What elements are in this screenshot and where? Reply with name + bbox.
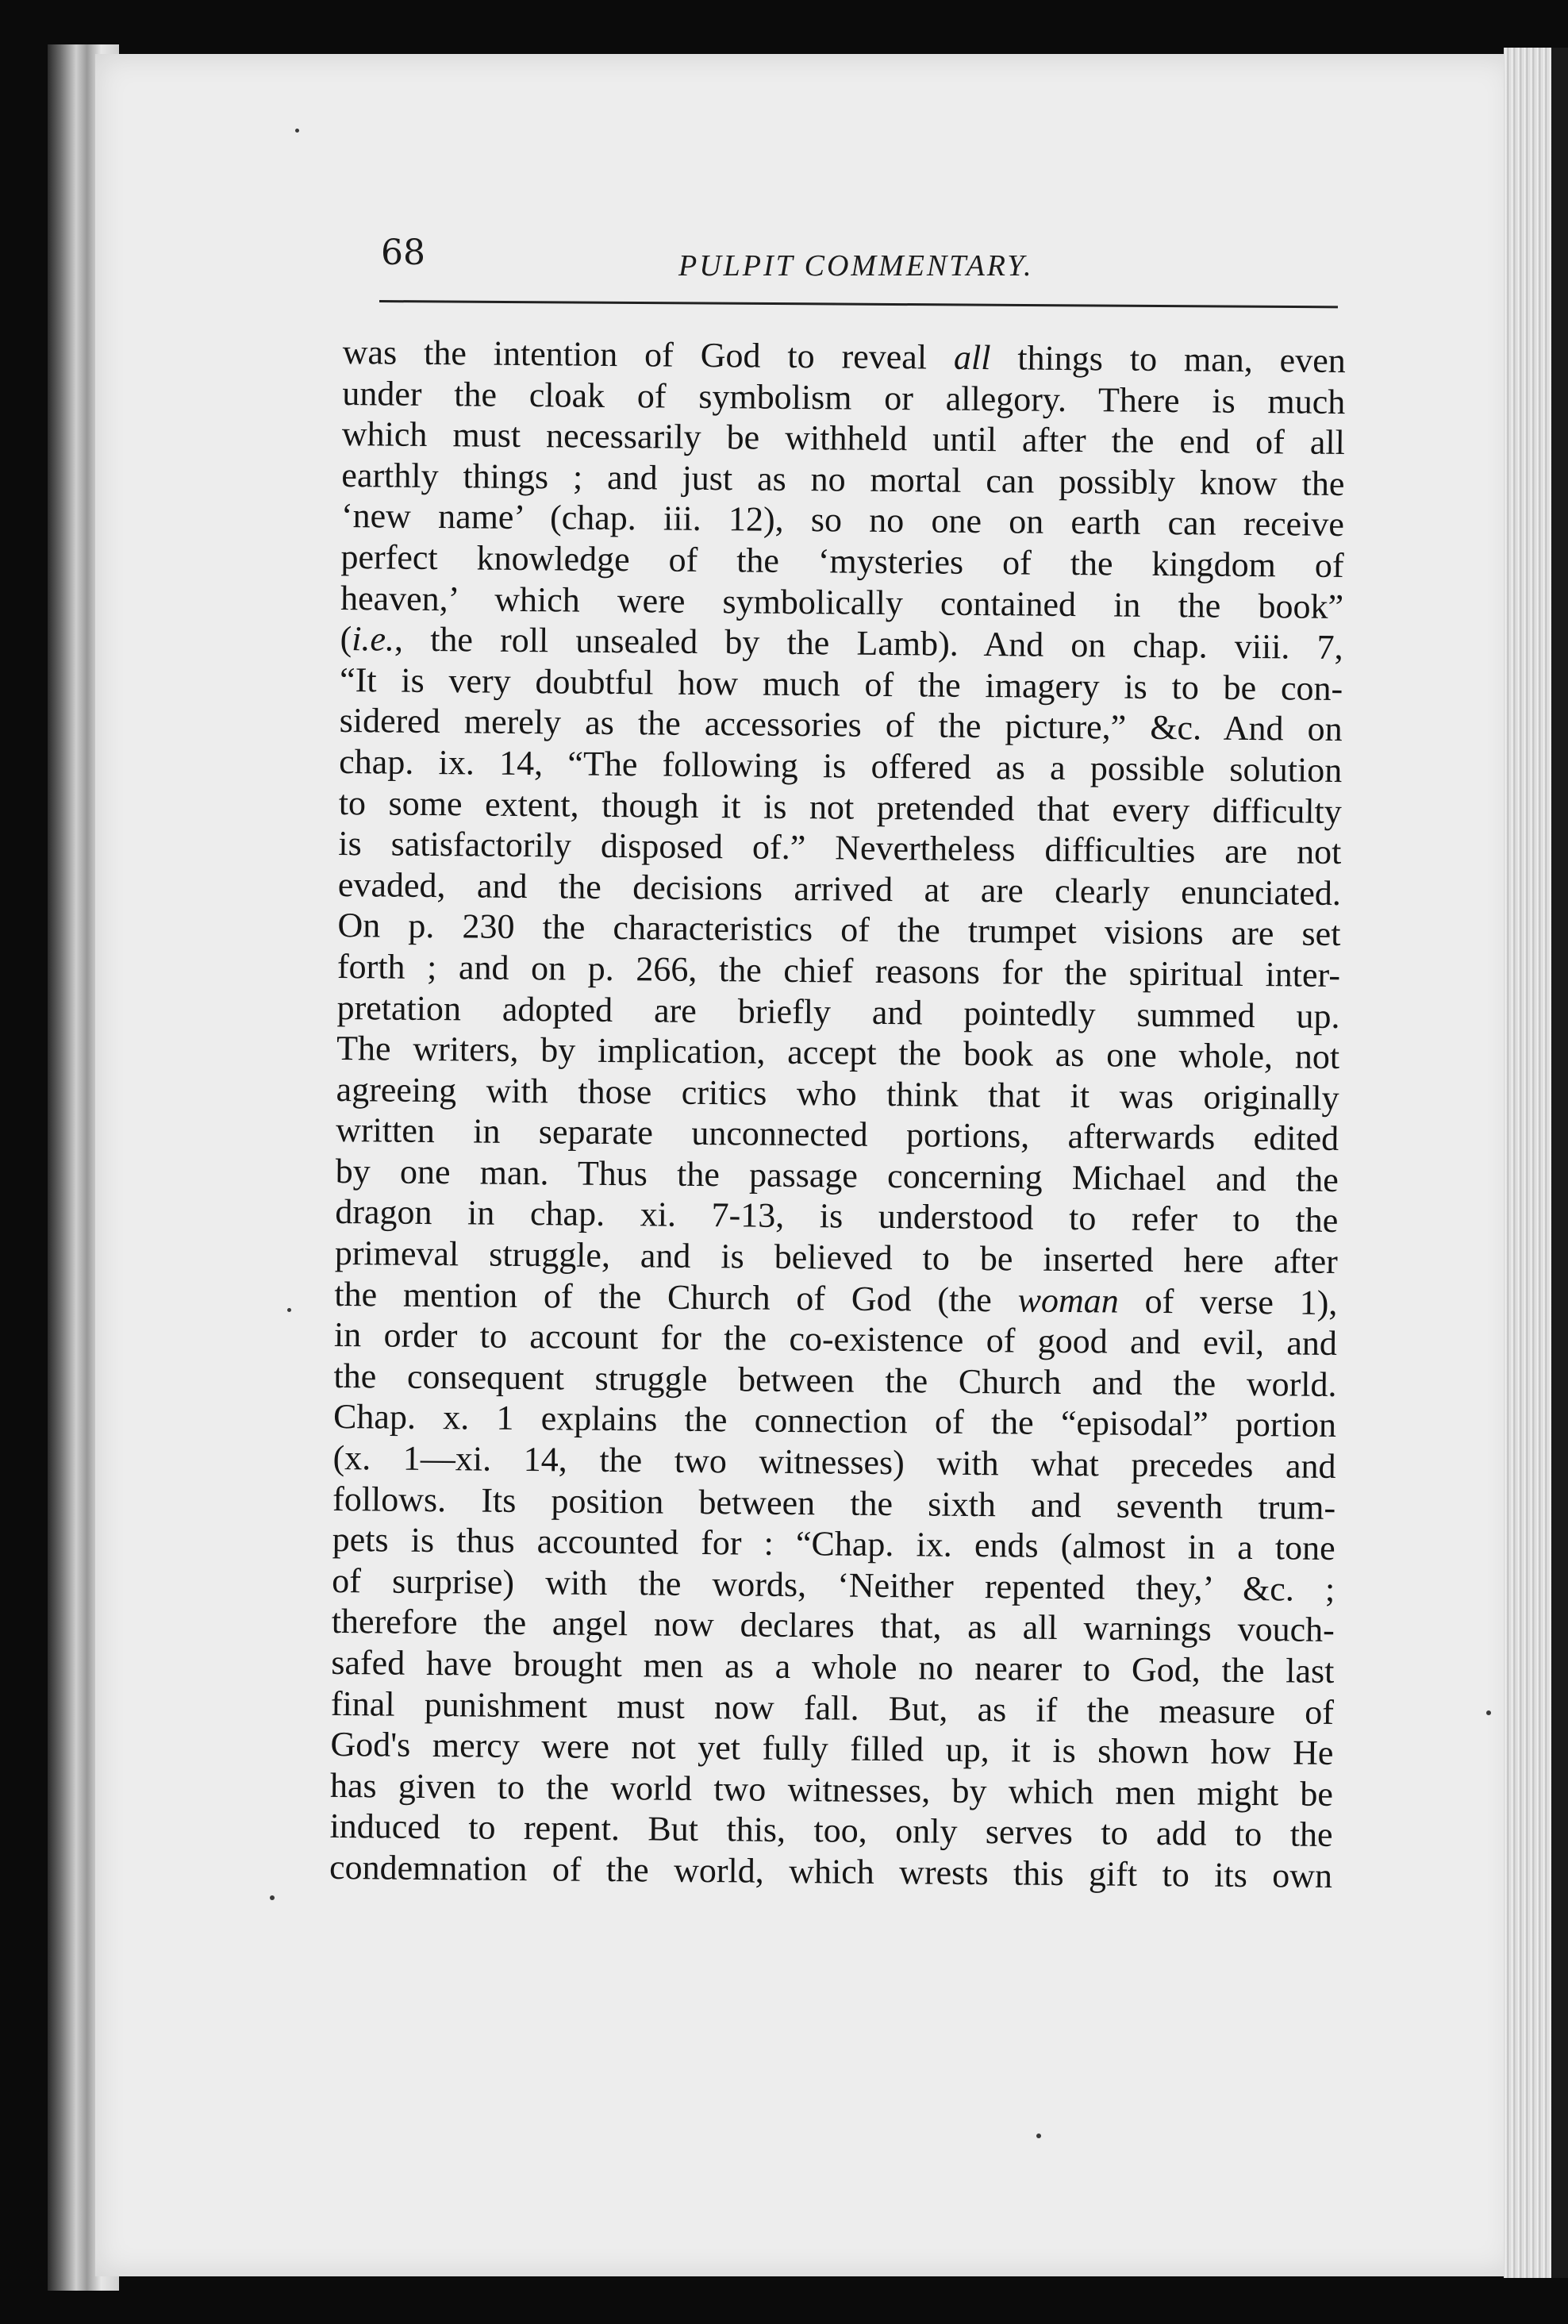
text-line: (x. 1—xi. 14, the two witnesses) with what precedes and	[332, 1437, 1336, 1487]
text-line: follows. Its position between the sixth and seventh trum-	[332, 1479, 1336, 1527]
text-line: God's mercy were not yet fully filled up, it is shown how He	[330, 1725, 1334, 1773]
text-line: chap. ix. 14, “The following is offered as a possible solution	[339, 741, 1343, 790]
scan-border	[1551, 48, 1568, 2278]
text-line: agreeing with those critics who think that it was originally	[336, 1069, 1339, 1118]
text-line: ‘new name’ (chap. iii. 12), so no one on earth can receive	[340, 496, 1345, 544]
paper-speck	[1036, 2134, 1041, 2138]
text-line: the mention of the Church of God (the woman of verse 1),	[334, 1274, 1338, 1322]
text-line: safed have brought men as a whole no nearer to God, the last	[331, 1642, 1335, 1691]
text-line: perfect knowledge of the ‘mysteries of the kingdom of	[340, 537, 1344, 585]
text-line: Chap. x. 1 explains the connection of the “episodal” portion	[332, 1397, 1337, 1445]
text-line: the consequent struggle between the Church and the world.	[333, 1356, 1337, 1404]
text-line: pretation adopted are briefly and pointedly summed up.	[336, 987, 1340, 1036]
text-line: sidered merely as the accessories of the picture,” &c. And on	[339, 701, 1343, 749]
text-line: forth ; and on p. 266, the chief reasons for the spiritual inter-	[336, 946, 1341, 995]
paper-speck	[1486, 1710, 1491, 1715]
text-line: final punishment must now fall. But, as if the measure of	[330, 1683, 1335, 1732]
text-line: The writers, by implication, accept the book as one whole, not	[336, 1029, 1340, 1077]
page-leaves-edge	[1504, 48, 1551, 2278]
text-line: evaded, and the decisions arrived at are clearly enunciated.	[337, 864, 1342, 913]
text-line: (i.e., the roll unsealed by the Lamb). And on chap. viii. 7,	[340, 619, 1343, 668]
text-line: condemnation of the world, which wrests this gift to its own	[329, 1847, 1333, 1895]
text-line: dragon in chap. xi. 7-13, is understood to refer to the	[335, 1192, 1339, 1241]
text-line: induced to repent. But this, too, only serves to add to the	[329, 1806, 1333, 1855]
text-line: to some extent, though it is not pretended that every difficulty	[338, 783, 1342, 831]
text-line: has given to the world two witnesses, by which men might be	[329, 1765, 1334, 1814]
text-line: written in separate unconnected portions, afterwards edited	[336, 1110, 1339, 1159]
text-line: therefore the angel now declares that, as all warnings vouch-	[331, 1602, 1335, 1650]
paper-speck	[295, 129, 299, 133]
text-line: by one man. Thus the passage concerning Michael and the	[335, 1151, 1339, 1199]
text-line: which must necessarily be withheld until after the end of all	[341, 414, 1346, 463]
text-line: heaven,’ which were symbolically contained in the book”	[340, 578, 1344, 626]
text-line: “It is very doubtful how much of the imagery is to be con-	[339, 660, 1343, 708]
running-head: PULPIT COMMENTARY.	[678, 249, 1034, 283]
text-line: is satisfactorily disposed of.” Nevertheless difficulties are not	[338, 824, 1342, 872]
text-line: of surprise) with the words, ‘Neither repented they,’ &c. ;	[332, 1560, 1335, 1609]
text-line: On p. 230 the characteristics of the trumpet visions are set	[337, 906, 1341, 954]
body-text	[329, 332, 1346, 1897]
page-number: 68	[381, 233, 425, 273]
text-line: primeval struggle, and is believed to be inserted here after	[334, 1233, 1339, 1282]
paper-speck	[287, 1308, 291, 1312]
text-line: was the intention of God to reveal all things to man, even	[342, 332, 1346, 381]
text-line: under the cloak of symbolism or allegory. There is much	[342, 373, 1346, 421]
text-line: earthly things ; and just as no mortal can possibly know the	[341, 455, 1345, 503]
text-line: in order to account for the co-existence of good and evil, and	[333, 1315, 1338, 1364]
text-line: pets is thus accounted for : “Chap. ix. ends (almost in a tone	[332, 1520, 1335, 1568]
paper-speck	[270, 1895, 275, 1900]
